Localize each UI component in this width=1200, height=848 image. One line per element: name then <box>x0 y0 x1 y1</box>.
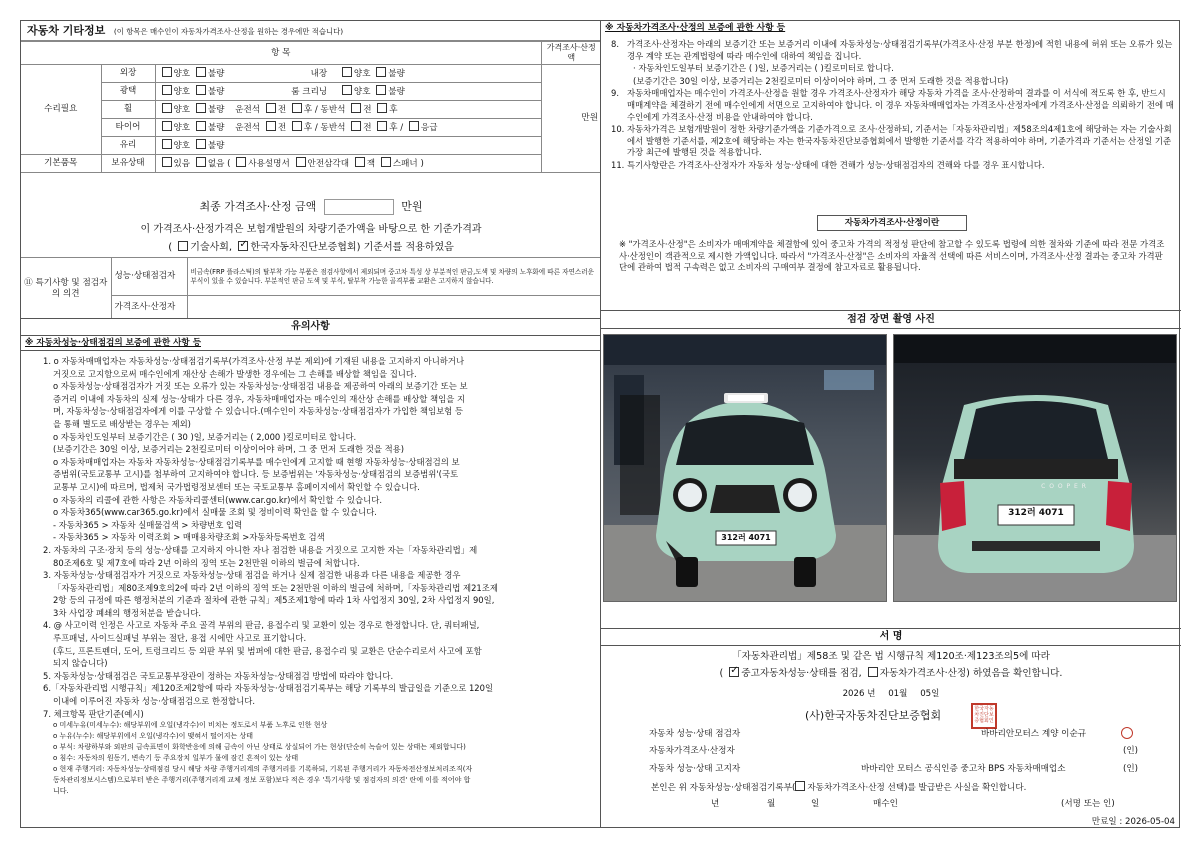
triangle-label: 안전삼각대 <box>307 159 350 170</box>
item-header: 항 목 <box>21 42 541 65</box>
price-box-title: 자동차가격조사·산정이란 <box>817 215 967 231</box>
guarantee-item-number <box>611 63 627 75</box>
wheel-passenger-rear-checkbox[interactable] <box>377 103 387 113</box>
guarantee-item-text: 특기사항란은 가격조사·산정자가 자동차 성능·상태에 대한 견해가 성능·상태점검자의 견해와 다를 경우 표시합니다. <box>627 159 1045 170</box>
notice-line: 을 통해 별도로 배상받는 경우는 제외) <box>53 418 191 429</box>
buyer-price-checkbox[interactable] <box>795 781 805 791</box>
notifier-sign-label: 자동차 성능·상태 고지자 <box>649 764 741 774</box>
notice-line: o 미세누유(미세누수): 해당부위에 오일(냉각수)이 비치는 정도로서 부품 노후로 인한 현상 <box>53 721 328 730</box>
notice-line: 3. 자동차성능·상태점검자가 거짓으로 자동차성능·상태 점검을 하거나 실제 점검한 내용과 다른 내용을 제공한 경우 <box>43 570 461 581</box>
passenger-label: 동반석 <box>320 105 346 116</box>
association-stamp <box>971 703 997 729</box>
opt2-label: 자동차가격조사·산정) 하였음을 확인합니다. <box>879 668 1063 679</box>
wheel-bad-checkbox[interactable] <box>196 103 206 113</box>
wheel-good-checkbox[interactable] <box>162 103 172 113</box>
buyer-line2: 자동차가격조사·산정 선택)를 발급받은 사실을 확인합니다. <box>807 783 1027 793</box>
price-box-text: ※ "가격조사·산정"은 소비자가 매매계약을 체결함에 있어 중고차 가격의 적정성 판단에 참고할 수 있도록 법령에 의한 절차와 기준에 따라 전문 가격조사·산정인이 객관적으로 제시한 가액입니다. 따라서 "가격조사·산정"은 소비자의 자율적 선택에 따른 서비스이며, 가격조사·산정 결과는 중고차 가격판단에 관하여 법적 구속력은 없고 소비자의 구매여부 결정에 참고자료로 활용됩니다. <box>619 239 1165 273</box>
possession-label: 보유상태 <box>101 155 155 173</box>
notice-line: 6.「자동차관리법 시행규칙」제120조제2항에 따라 자동차성능·상태점검기록부는 해당 기록부의 발급일을 기준으로 120일 <box>43 683 494 694</box>
row-tire: 타이어 <box>101 119 155 137</box>
gloss-bad-checkbox[interactable] <box>196 85 206 95</box>
driver-label: 운전석 <box>235 105 261 116</box>
notice-line: o 자동차매매업자는 자동차 자동차성능·상태점검기록부를 매수인에게 고지할 때 현행 자동차성능·상태점검의 보 <box>53 456 460 467</box>
photo-title: 점검 장면 촬영 사진 <box>601 311 1181 329</box>
buyer-year: 년 <box>711 799 720 809</box>
special-label: ⑪ 특기사항 및 점검자의 의견 <box>21 258 111 320</box>
signature-title: 서 명 <box>601 629 1181 646</box>
notice-line: o 자동차의 리콜에 관한 사항은 자동차리콜센터(www.car.go.kr)에서 확인할 수 있습니다. <box>53 494 382 505</box>
good-label: 양호 <box>353 69 371 80</box>
etc-note: (이 항목은 매수인이 자동차가격조사·산정을 원하는 경우에만 적습니다) <box>113 27 344 36</box>
notice-line: 동차관리정보시스템)으로부터 받은 주행거리(주행거리계 교체 정보 포함)보다 적은 경우 '특기사항 및 점검자의 의견' 란에 이를 적어야 합 <box>53 776 471 785</box>
notifier-name: 바바리안 모터스 공식인증 중고차 BPS 자동차매매업소 <box>861 764 1066 774</box>
checker-seal-icon <box>1121 727 1133 739</box>
front-label: 전 <box>277 123 287 134</box>
wheel-passenger-front-checkbox[interactable] <box>351 103 361 113</box>
row-interior: 내장 <box>310 69 328 80</box>
glass-bad-checkbox[interactable] <box>196 139 206 149</box>
basis-kaida-checkbox[interactable] <box>238 241 248 251</box>
notifier-seal: (인) <box>1123 764 1139 774</box>
interior-bad-checkbox[interactable] <box>376 67 386 77</box>
bad-label: 불량 <box>207 69 225 80</box>
glass-good-checkbox[interactable] <box>162 139 172 149</box>
notice-line: 이내에 이루어진 자동차 성능·상태점검으로 한정합니다. <box>53 696 256 707</box>
notice-line: (보증기간은 30일 이상, 보증거리는 2천킬로미터 이상이어야 하며, 그 중 먼저 도래한 것을 적용) <box>53 444 405 455</box>
issue-date <box>601 689 1181 700</box>
bad-label: 불량 <box>207 87 225 98</box>
guarantee-item-number: 8. <box>611 39 619 49</box>
notice-subtitle: ※ 자동차성능·상태점검의 보증에 관한 사항 등 <box>21 336 600 351</box>
final-price-label: 최종 가격조사·산정 금액 <box>199 200 317 213</box>
good-label: 양호 <box>353 87 371 98</box>
have-label: 있음 <box>173 159 191 170</box>
jack-label: 잭 <box>366 159 376 170</box>
notice-section <box>21 319 600 829</box>
price-unit: 만원 <box>541 65 600 173</box>
front-label: 전 <box>363 123 372 134</box>
good-label: 양호 <box>173 105 191 116</box>
rear-label: 후 <box>303 105 313 116</box>
guarantee-item <box>611 76 1175 88</box>
confirm-line: ( ✓중고자동차성능·상태를 점검, 자동차가격조사·산정) 하였음을 확인합니다. <box>601 667 1181 680</box>
buyer-line1: 본인은 위 자동차성능·상태점검기록부( <box>651 783 796 793</box>
front-car-image <box>604 335 887 602</box>
notice-line: 2. 자동차의 구조·장치 등의 성능·상태를 고지하지 아니한 자나 점검한 내용을 거짓으로 고지한 자는「자동차관리법」제 <box>43 544 478 555</box>
notice-line: 1. o 자동차매매업자는 자동차성능·상태점검기록부(가격조사·산정 부분 제외)에 기재된 내용을 고지하지 아니하거나 <box>43 356 465 366</box>
basis-line-2: ( 기술사회, ✓ 한국자동차진단보증협회) 기준서를 적용하였음 <box>21 241 600 255</box>
passenger-label: 동반석 <box>320 123 346 134</box>
row-exterior: 외장 <box>101 65 155 83</box>
notice-line: 며, 자동차성능·상태점검자에게 이를 구상할 수 있습니다.(매수인이 자동차성능·상태점검자가 가입한 책임보험 등 <box>53 406 464 417</box>
perf-checker-opinion: 비금속(FRP 플라스틱)의 탈부착 가능 부품은 점검사항에서 제외되며 중고차 특성 상 부분적인 판금,도색 및 차량의 노후화에 따른 자연스러운 부식이 있을 수 있습니다. 부분적인 판금 도색 및 부식, 탈부착 가능한 골격부품 교환은 고지하지 않습니다. <box>187 258 600 296</box>
notice-line: 3차 사업장 폐쇄의 행정처분을 받습니다. <box>53 607 202 618</box>
rear-label: 후 <box>389 123 398 134</box>
notice-title: 유의사항 <box>21 319 600 336</box>
guarantee-item-text: 가격조사·산정자는 아래의 보증기간 또는 보증거리 이내에 자동차성능·상태점검기록부(가격조사·산정 부분 한정)에 적힌 내용에 허위 또는 오류가 있는 경우 계약 또는 관계법령에 따라 매수인에 대하여 책임을 집니다. <box>627 39 1173 61</box>
perf-check-checkbox[interactable] <box>729 667 739 677</box>
manual-label: 사용설명서 <box>248 159 290 170</box>
opt1-label: 중고자동차성능·상태를 점검, <box>741 668 862 679</box>
guarantee-item-text: 자동차매매업자는 매수인이 가격조사·산정을 원할 경우 가격조사·산정자가 해당 자동차 가격을 조사·산정하여 결과를 이 서식에 적도록 한 후, 반드시 매매계약을 체결하기 전에 매수인에게 서면으로 고지하여야 합니다. 이 경우 자동차매매업자는 가격조사·산정자에게 가격조사·산정을 의뢰하기 전에 매수인에게 가격조사·산정 비용을 안내하여야 합니다. <box>627 88 1174 122</box>
photo-section <box>601 311 1181 629</box>
guarantee-item <box>611 88 1175 123</box>
spanner-checkbox[interactable] <box>381 157 391 167</box>
have-checkbox[interactable] <box>162 157 172 167</box>
notice-line: 거짓으로 고지함으로써 매수인에게 재산상 손해가 발생한 경우에는 그 손해를 배상할 책임을 집니다. <box>53 368 417 379</box>
front-photo <box>603 334 887 602</box>
notice-line: - 자동차365 > 자동차 이력조회 > 매매용차량조회 >자동차등록번호 검색 <box>53 532 325 543</box>
notice-line: o 자동차성능·상태점검자가 거짓 또는 오류가 있는 자동차성능·상태점검 내용을 제공하여 아래의 보증기간 또는 보 <box>53 381 468 392</box>
price-checker-opinion[interactable] <box>187 296 600 320</box>
price-check-checkbox[interactable] <box>868 667 878 677</box>
notice-line: 7. 체크항목 판단기준(예시) <box>43 708 144 719</box>
guarantee-item-number <box>611 76 627 88</box>
left-column <box>21 21 601 827</box>
bad-label: 불량 <box>388 69 405 80</box>
tire-emergency-checkbox[interactable] <box>409 121 419 131</box>
guarantee-item <box>611 124 1175 159</box>
notice-line: o 현재 주행거리: 자동차성능·상태점검 당시 해당 차량 주행거리계의 주행거리를 기록하되, 기록된 주행거리가 자동차전산정보처리조직(자 <box>53 765 473 774</box>
notice-line: o 자동차인도일부터 보증기간은 ( 30 )일, 보증거리는 ( 2,000 )킬로미터로 합니다. <box>53 431 357 442</box>
price-guarantee-section <box>601 21 1181 311</box>
notice-line: 80조제6호 및 제7호에 따라 2년 이하의 징역 또는 2천만원 이하의 벌금에 처합니다. <box>53 557 360 568</box>
manual-checkbox[interactable] <box>236 157 246 167</box>
vehicle-etc-info-section <box>21 21 600 319</box>
spanner-label: 스패너 ) <box>392 159 424 170</box>
price-checker-label: 가격조사·산정자 <box>111 296 187 320</box>
notice-line: (후드, 프론트펜더, 도어, 트렁크리드 등 외판 부위 및 범퍼에 대한 판금, 용접수리 및 교환은 단순수리로서 사고에 포함 <box>53 645 482 656</box>
notice-line: 「자동차관리법」제80조제9호의2에 따라 2년 이하의 징역 또는 2천만원 이하의 벌금에 처하며,「자동차관리법 제21조제 <box>53 582 498 593</box>
notice-line: o 누유(누수): 해당부위에서 오일(냉각수)이 맺혀서 떨어지는 상태 <box>53 732 253 741</box>
front-label: 전 <box>363 105 372 116</box>
notice-line: 되지 않습니다) <box>53 658 108 669</box>
notice-line: 니다. <box>53 787 69 796</box>
price-checker-sign-label: 자동차가격조사·산정자 <box>649 746 735 756</box>
notice-body <box>43 355 595 797</box>
final-price-input[interactable] <box>324 199 394 215</box>
etc-table: 항 목 가격조사·산정액 수리필요 외장 양호 불량 내장 양호 불량 만원 광택 양호 불량 룸 크리닝 양호 불량 휠 양호 불량 운전석 전 후 / 동반석 전 후 타이어 양호 불량 운전석 전 후 / 동반석 전 후 / 응급 유리 양호 불량 기본품목 보유상태 있음 없음 ( 사용설명서 안전삼각대 잭 스패너 ) <box>21 41 600 173</box>
guarantee-item <box>611 160 1175 172</box>
notice-line: 교통부 고시)에 따르며, 법제처 국가법령정보센터 또는 국토교통부 홈페이지에서 확인할 수 있습니다. <box>53 481 420 492</box>
perf-checker-label: 성능·상태점검자 <box>111 258 187 296</box>
buyer-sign-field[interactable]: (서명 또는 인) <box>1061 799 1115 809</box>
date-month: 01월 <box>888 689 908 699</box>
row-gloss: 광택 <box>101 83 155 101</box>
guarantee-item-text: · 자동차인도일부터 보증기간은 ( )일, 보증거리는 ( )킬로미터로 합니다. <box>633 63 894 74</box>
exterior-bad-checkbox[interactable] <box>196 67 206 77</box>
row-glass: 유리 <box>101 137 155 155</box>
notice-line: 5. 자동차성능·상태점검은 국토교통부장관이 정하는 자동차성능·상태점검 방법에 따라야 합니다. <box>43 670 394 681</box>
buyer-day: 일 <box>811 799 820 809</box>
final-price-row <box>21 199 600 215</box>
signature-section <box>601 629 1181 829</box>
date-day: 05일 <box>920 689 940 699</box>
front-plate: 312러 4071 <box>721 533 771 542</box>
guarantee-body <box>611 39 1175 173</box>
guarantee-title: ※ 자동차가격조사·산정의 보증에 관한 사항 등 <box>605 23 786 33</box>
emergency-label: 응급 <box>420 123 438 134</box>
triangle-checkbox[interactable] <box>296 157 306 167</box>
gloss-good-checkbox[interactable] <box>162 85 172 95</box>
good-label: 양호 <box>173 141 191 152</box>
rear-label: 후 <box>303 123 313 134</box>
rear-photo <box>893 334 1177 602</box>
jack-checkbox[interactable] <box>355 157 365 167</box>
rear-car-image <box>894 335 1177 602</box>
good-label: 양호 <box>173 123 191 134</box>
basis-opt1-label: 기술사회, <box>190 242 233 253</box>
bad-label: 불량 <box>207 141 225 152</box>
special-table <box>21 257 600 319</box>
wheel-driver-front-checkbox[interactable] <box>266 103 276 113</box>
room-bad-checkbox[interactable] <box>376 85 386 95</box>
notice-line: o 침수: 자동차의 원동기, 변속기 등 주요장치 일부가 물에 잠긴 흔적이 있는 상태 <box>53 754 299 763</box>
driver-label: 운전석 <box>235 123 261 134</box>
inspection-record-page <box>20 20 1180 828</box>
repair-label: 수리필요 <box>21 65 101 155</box>
notice-line: o 부식: 차량하부와 외판의 금속표면이 화학반응에 의해 금속이 아닌 상태로 상실되어 가는 현상(단순히 녹슬어 있는 상태는 제외합니다) <box>53 743 466 752</box>
tire-passenger-front-checkbox[interactable] <box>351 121 361 131</box>
guarantee-item-text: (보증기간은 30일 이상, 보증거리는 2천킬로미터 이상이어야 하며, 그 중 먼저 도래한 것을 적용합니다) <box>633 75 1009 86</box>
expiry-date: 만료일 : 2026-05-04 <box>1091 817 1175 827</box>
buyer-month: 월 <box>767 799 776 809</box>
bad-label: 불량 <box>207 123 225 134</box>
law-line: 「자동차관리법」제58조 및 같은 법 시행규칙 제120조·제123조의5에 따라 <box>732 651 1050 662</box>
guarantee-item-number: 11. <box>611 159 625 170</box>
wheel-driver-rear-checkbox[interactable] <box>292 103 302 113</box>
guarantee-item-text: 자동차가격은 보험개발원이 정한 차량기준가액을 기준가격으로 조사·산정하되, 기준서는「자동차관리법」제58조의4제1호에 해당하는 자는 기술사회에서 발행한 기준서를, 제2호에 해당하는 자는 한국자동차진단보증협회에서 발행한 기준서를 각각 적용하여야 하며, 기준가격과 기준서는 산정일 기준 가장 최근에 발행된 것을 적용합니다. <box>627 124 1172 158</box>
guarantee-item-number: 10. <box>611 124 625 135</box>
bad-label: 불량 <box>207 105 225 116</box>
notice-line: 증범위(국토교통부 고시)를 첨부하여 고지하여야 합니다. 등 보증범위는 '자동차성능·상태점검의 보증범위'(국토 <box>53 469 459 480</box>
tire-bad-checkbox[interactable] <box>196 121 206 131</box>
notice-line: 루프패널, 사이드실패널 부위는 절단, 용접 시에만 사고로 표기합니다. <box>53 633 307 644</box>
guarantee-item <box>611 39 1175 62</box>
price-header: 가격조사·산정액 <box>541 42 600 65</box>
exterior-good-checkbox[interactable] <box>162 67 172 77</box>
tire-good-checkbox[interactable] <box>162 121 172 131</box>
none-label: 없음 <box>207 159 225 170</box>
notice-line: o 자동차365(www.car365.go.kr)에서 실매물 조회 및 정비이력 확인을 할 수 있습니다. <box>53 507 377 518</box>
buyer-label: 매수인 <box>873 799 898 809</box>
notice-line: - 자동차365 > 자동차 실매물검색 > 차량번호 입력 <box>53 519 243 530</box>
tire-driver-rear-checkbox[interactable] <box>292 121 302 131</box>
basis-opt2-label: 한국자동차진단보증협회) 기준서를 적용하였음 <box>250 242 454 253</box>
notice-line: 4. @ 사고이력 인정은 사고로 자동차 주요 골격 부위의 판금, 용접수리 및 교환이 있는 경우로 한정합니다. 단, 쿼터패널, <box>43 620 480 631</box>
price-checker-seal: (인) <box>1123 746 1139 756</box>
row-wheel: 휠 <box>101 101 155 119</box>
guarantee-item-number: 9. <box>611 88 619 99</box>
tire-driver-front-checkbox[interactable] <box>266 121 276 131</box>
final-price-unit: 만원 <box>401 200 423 213</box>
none-checkbox[interactable] <box>196 157 206 167</box>
etc-title: 자동차 기타정보 <box>27 24 106 37</box>
rear-label: 후 <box>389 105 398 116</box>
row-room-clean: 룸 크리닝 <box>291 87 328 98</box>
basic-items-label: 기본품목 <box>21 155 101 173</box>
stamp-text: 한국자동차진단보증협회인 <box>974 706 994 724</box>
badge: C O O P E R <box>1041 483 1087 490</box>
right-column <box>601 21 1181 827</box>
perf-checker-sign-label: 자동차 성능·상태 점검자 <box>649 729 741 739</box>
notice-line: 증거리 이내에 자동차의 실제 성능·상태가 다른 경우, 자동차매매업자는 매수인의 재산상 손해를 배상할 책임을 지 <box>53 393 466 404</box>
good-label: 양호 <box>173 87 191 98</box>
date-year: 2026 년 <box>842 689 876 699</box>
buyer-confirm-line <box>651 781 1181 794</box>
basis-line-1: 이 가격조사·산정가격은 보험개발원의 차량기준가액을 바탕으로 한 기준가격과 <box>140 224 482 235</box>
rear-plate: 312러 4071 <box>1008 508 1064 518</box>
interior-good-checkbox[interactable] <box>342 67 352 77</box>
front-label: 전 <box>277 105 287 116</box>
notice-line: 2항 등의 규정에 따른 행정처분의 기준과 절차에 관한 규칙」제5조제1항에 따라 1차 사업정지 30일, 2차 사업정지 90일, <box>53 595 495 606</box>
guarantee-item <box>611 63 1175 75</box>
perf-checker-name: 바바리안모터스 계양 이순규 <box>981 729 1087 739</box>
bad-label: 불량 <box>388 87 405 98</box>
good-label: 양호 <box>173 69 191 80</box>
tire-passenger-rear-checkbox[interactable] <box>377 121 387 131</box>
basis-tech-checkbox[interactable] <box>178 241 188 251</box>
room-good-checkbox[interactable] <box>342 85 352 95</box>
org-name: (사)한국자동차진단보증협회 <box>805 709 942 722</box>
